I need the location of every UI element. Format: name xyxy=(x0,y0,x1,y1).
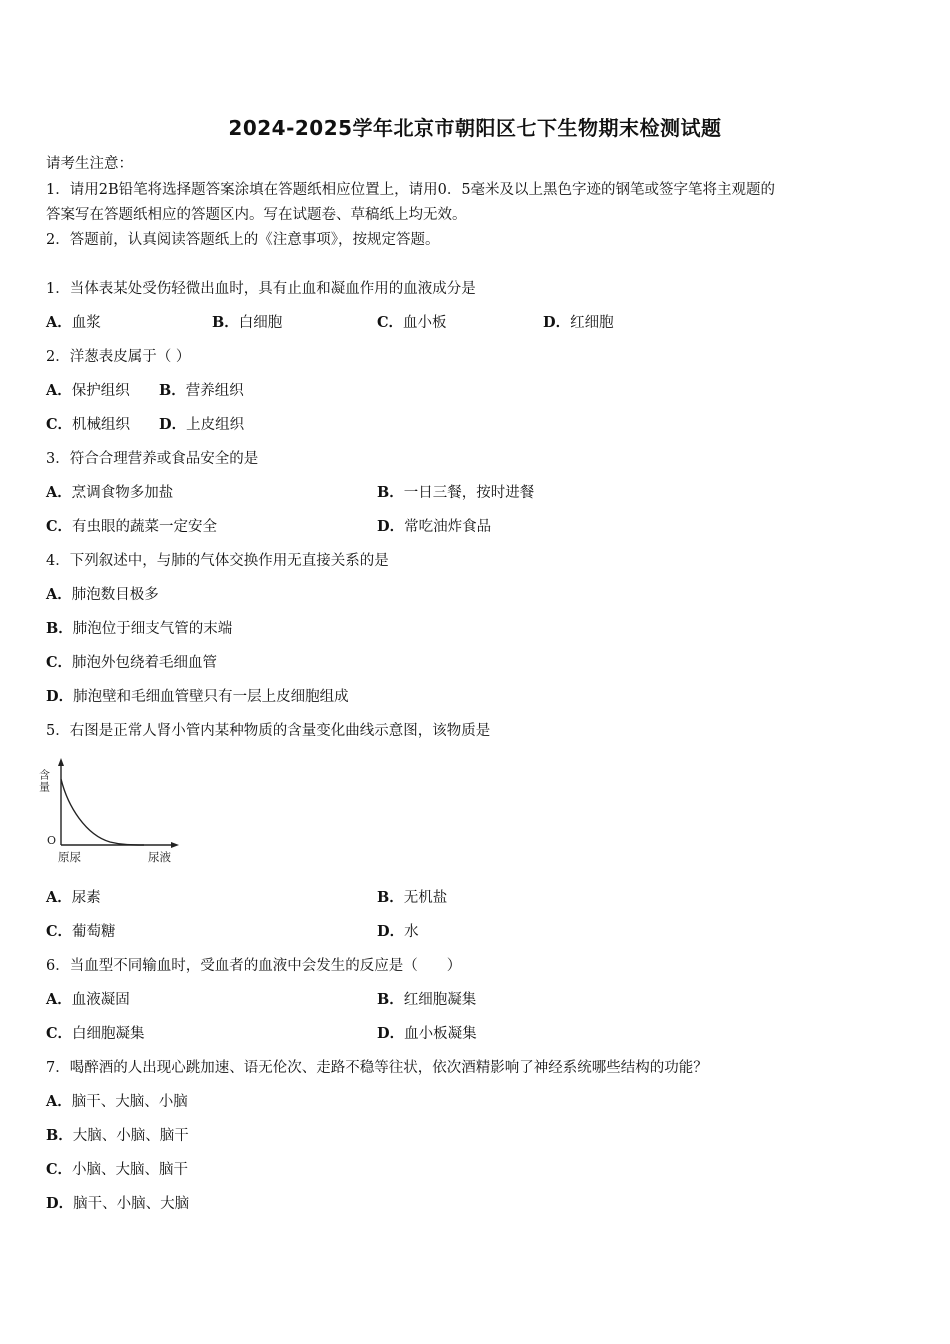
content-curve xyxy=(61,779,144,845)
option-letter: C． xyxy=(377,314,404,331)
option-text: 一日三餐，按时进餐 xyxy=(403,485,535,501)
q7-option-c xyxy=(46,1158,188,1179)
q3-option-d xyxy=(377,515,491,536)
option-text: 肺泡位于细支气管的末端 xyxy=(72,621,233,637)
question-5-stem: 5．右图是正常人肾小管内某种物质的含量变化曲线示意图，该物质是 xyxy=(46,723,491,739)
option-text: 烹调食物多加盐 xyxy=(71,485,174,501)
option-text: 有虫眼的蔬菜一定安全 xyxy=(72,519,218,535)
x-end-label: 尿液 xyxy=(148,850,171,864)
q5-option-c xyxy=(46,920,116,941)
option-letter: A． xyxy=(46,889,72,906)
q4-option-c xyxy=(46,651,217,672)
q1-option-d xyxy=(543,311,614,332)
q6-option-b xyxy=(377,988,476,1009)
x-start-label: 原尿 xyxy=(58,850,81,864)
option-letter: A． xyxy=(46,484,72,501)
option-letter: A． xyxy=(46,991,72,1008)
option-letter: B． xyxy=(46,620,73,637)
x-axis-arrow-icon xyxy=(171,842,179,848)
q2-option-c xyxy=(46,413,130,434)
option-letter: B． xyxy=(377,991,404,1008)
option-text: 白细胞 xyxy=(238,315,283,331)
option-text: 血小板 xyxy=(403,315,447,331)
q6-option-d xyxy=(377,1022,477,1043)
note-1-line-1: 1．请用2B铅笔将选择题答案涂填在答题纸相应位置上，请用0．5毫米及以上黑色字迹的钢笔或签字笔将主观题的 xyxy=(46,182,776,198)
option-text: 脑干、大脑、小脑 xyxy=(71,1094,188,1110)
option-letter: C． xyxy=(46,1161,73,1178)
y-axis-label: 含量 xyxy=(37,769,51,793)
option-text: 大脑、小脑、脑干 xyxy=(72,1128,189,1144)
option-letter: C． xyxy=(46,1025,73,1042)
q4-option-a xyxy=(46,583,159,604)
option-text: 血小板凝集 xyxy=(404,1026,477,1042)
q3-option-a xyxy=(46,481,173,502)
question-7-stem: 7．喝醉酒的人出现心跳加速、语无伦次、走路不稳等往状，依次酒精影响了神经系统哪些结构的功能？ xyxy=(46,1060,708,1076)
option-text: 小脑、大脑、脑干 xyxy=(72,1162,189,1178)
option-text: 水 xyxy=(404,924,419,940)
option-text: 营养组织 xyxy=(185,383,244,399)
q1-option-a xyxy=(46,311,101,332)
q6-option-c xyxy=(46,1022,145,1043)
option-text: 血液凝固 xyxy=(71,992,130,1008)
q3-option-b xyxy=(377,481,534,502)
option-letter: C． xyxy=(46,923,73,940)
y-axis-arrow-icon xyxy=(58,758,64,766)
option-letter: B． xyxy=(46,1127,73,1144)
q2-option-b xyxy=(159,379,244,400)
option-letter: D． xyxy=(46,688,74,705)
q3-option-c xyxy=(46,515,217,536)
question-2-stem: 2．洋葱表皮属于（ ） xyxy=(46,349,191,365)
option-letter: D． xyxy=(377,923,405,940)
option-letter: B． xyxy=(377,484,404,501)
option-text: 白细胞凝集 xyxy=(72,1026,145,1042)
note-1-line-2: 答案写在答题纸相应的答题区内。写在试题卷、草稿纸上均无效。 xyxy=(46,207,467,223)
q7-option-a xyxy=(46,1090,188,1111)
q5-option-a xyxy=(46,886,101,907)
q6-option-a xyxy=(46,988,130,1009)
origin-label: O xyxy=(47,834,57,847)
option-letter: A． xyxy=(46,1093,72,1110)
option-text: 无机盐 xyxy=(403,890,448,906)
q5-option-d xyxy=(377,920,419,941)
question-4-stem: 4．下列叙述中，与肺的气体交换作用无直接关系的是 xyxy=(46,553,389,569)
option-letter: C． xyxy=(46,518,73,535)
option-text: 机械组织 xyxy=(72,417,131,433)
notes-heading: 请考生注意： xyxy=(46,156,133,172)
q4-option-b xyxy=(46,617,232,638)
option-letter: D． xyxy=(159,416,187,433)
option-letter: D． xyxy=(46,1195,74,1212)
option-text: 常吃油炸食品 xyxy=(404,519,492,535)
option-letter: B． xyxy=(377,889,404,906)
option-letter: C． xyxy=(46,416,73,433)
option-letter: D． xyxy=(377,1025,405,1042)
q1-option-b xyxy=(212,311,282,332)
page-title: 2024-2025学年北京市朝阳区七下生物期末检测试题 xyxy=(228,116,722,140)
note-2: 2．答题前，认真阅读答题纸上的《注意事项》，按规定答题。 xyxy=(46,232,440,248)
option-text: 肺泡数目极多 xyxy=(71,587,159,603)
question-6-stem: 6．当血型不同输血时，受血者的血液中会发生的反应是（ ） xyxy=(46,958,462,974)
option-letter: B． xyxy=(159,382,186,399)
option-text: 葡萄糖 xyxy=(72,924,116,940)
option-text: 肺泡壁和毛细血管壁只有一层上皮细胞组成 xyxy=(73,689,349,705)
q2-option-a xyxy=(46,379,130,400)
option-letter: B． xyxy=(212,314,239,331)
kidney-curve-figure xyxy=(37,755,185,867)
q5-option-b xyxy=(377,886,447,907)
option-letter: D． xyxy=(543,314,571,331)
q1-option-c xyxy=(377,311,447,332)
option-text: 保护组织 xyxy=(71,383,130,399)
option-letter: D． xyxy=(377,518,405,535)
option-text: 上皮组织 xyxy=(186,417,245,433)
option-text: 脑干、小脑、大脑 xyxy=(73,1196,190,1212)
option-letter: A． xyxy=(46,314,72,331)
option-text: 血浆 xyxy=(71,315,101,331)
option-text: 尿素 xyxy=(71,890,101,906)
option-letter: C． xyxy=(46,654,73,671)
option-letter: A． xyxy=(46,382,72,399)
option-text: 红细胞凝集 xyxy=(403,992,477,1008)
q2-option-d xyxy=(159,413,244,434)
q4-option-d xyxy=(46,685,349,706)
question-3-stem: 3．符合合理营养或食品安全的是 xyxy=(46,451,259,467)
q7-option-b xyxy=(46,1124,189,1145)
option-text: 肺泡外包绕着毛细血管 xyxy=(72,655,218,671)
question-1-stem: 1．当体表某处受伤轻微出血时，具有止血和凝血作用的血液成分是 xyxy=(46,281,476,297)
q7-option-d xyxy=(46,1192,189,1213)
option-letter: A． xyxy=(46,586,72,603)
option-text: 红细胞 xyxy=(570,315,614,331)
